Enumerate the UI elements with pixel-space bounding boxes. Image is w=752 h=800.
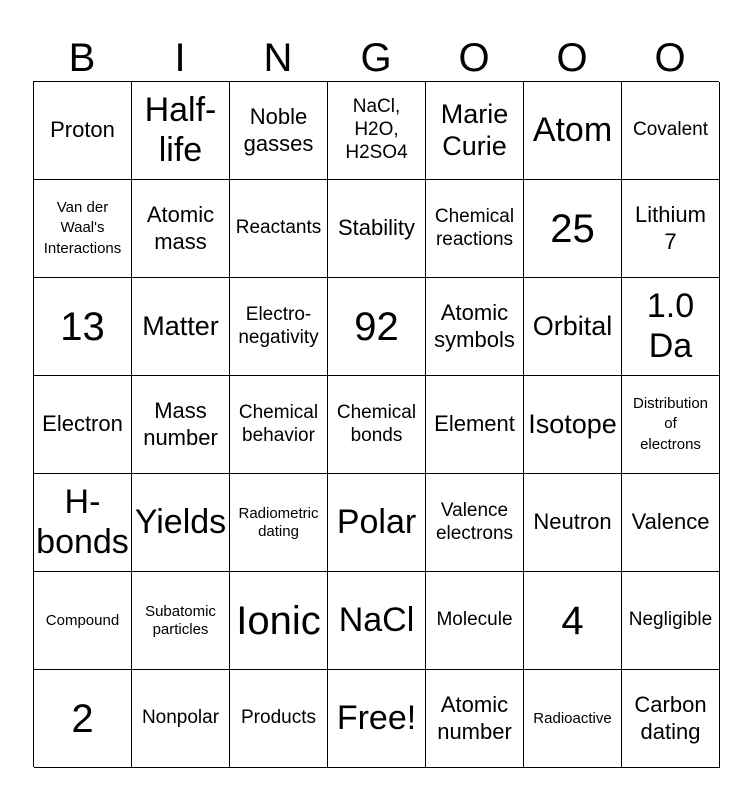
bingo-cell[interactable]: Marie Curie <box>426 82 524 180</box>
bingo-header <box>33 34 719 82</box>
bingo-cell[interactable]: Radioactive <box>524 670 622 768</box>
bingo-cell[interactable]: Isotope <box>524 376 622 474</box>
bingo-cell[interactable]: Atomic number <box>426 670 524 768</box>
bingo-cell[interactable]: Valence electrons <box>426 474 524 572</box>
bingo-cell[interactable]: 2 <box>34 670 132 768</box>
header-letter: N <box>263 36 293 80</box>
header-letter: I <box>174 36 186 80</box>
bingo-cell[interactable]: Half- life <box>132 82 230 180</box>
bingo-cell[interactable]: Covalent <box>622 82 720 180</box>
bingo-cell[interactable]: Element <box>426 376 524 474</box>
header-letter: O <box>654 36 686 80</box>
bingo-cell[interactable]: Chemical reactions <box>426 180 524 278</box>
bingo-cell[interactable]: Reactants <box>230 180 328 278</box>
bingo-cell[interactable]: Chemical behavior <box>230 376 328 474</box>
bingo-cell[interactable]: Atomic symbols <box>426 278 524 376</box>
bingo-cell[interactable]: Stability <box>328 180 426 278</box>
bingo-cell[interactable]: Valence <box>622 474 720 572</box>
header-letter: O <box>556 36 588 80</box>
bingo-cell[interactable]: Matter <box>132 278 230 376</box>
bingo-cell[interactable]: Chemical bonds <box>328 376 426 474</box>
bingo-cell[interactable]: 13 <box>34 278 132 376</box>
bingo-grid <box>33 81 719 767</box>
bingo-cell[interactable]: Free! <box>328 670 426 768</box>
bingo-cell[interactable]: Orbital <box>524 278 622 376</box>
bingo-cell[interactable]: Molecule <box>426 572 524 670</box>
bingo-cell[interactable]: Ionic <box>230 572 328 670</box>
bingo-cell[interactable]: 1.0 Da <box>622 278 720 376</box>
bingo-cell[interactable]: Radiometric dating <box>230 474 328 572</box>
bingo-cell[interactable]: NaCl, H2O, H2SO4 <box>328 82 426 180</box>
bingo-cell[interactable]: Electro- negativity <box>230 278 328 376</box>
bingo-cell[interactable]: Proton <box>34 82 132 180</box>
bingo-cell[interactable]: Polar <box>328 474 426 572</box>
bingo-cell[interactable]: 4 <box>524 572 622 670</box>
bingo-cell[interactable]: Yields <box>132 474 230 572</box>
bingo-cell[interactable]: Mass number <box>132 376 230 474</box>
header-letter: G <box>360 36 392 80</box>
bingo-cell[interactable]: Atomic mass <box>132 180 230 278</box>
bingo-cell[interactable]: Van der Waal's Interactions <box>34 180 132 278</box>
bingo-cell[interactable]: Subatomic particles <box>132 572 230 670</box>
bingo-cell[interactable]: Noble gasses <box>230 82 328 180</box>
bingo-cell[interactable]: Atom <box>524 82 622 180</box>
bingo-cell[interactable]: 25 <box>524 180 622 278</box>
header-letter: O <box>458 36 490 80</box>
bingo-cell[interactable]: Nonpolar <box>132 670 230 768</box>
bingo-cell[interactable]: Compound <box>34 572 132 670</box>
bingo-cell[interactable]: Lithium 7 <box>622 180 720 278</box>
bingo-cell[interactable]: H- bonds <box>34 474 132 572</box>
bingo-cell[interactable]: Carbon dating <box>622 670 720 768</box>
bingo-cell[interactable]: Neutron <box>524 474 622 572</box>
bingo-cell[interactable]: NaCl <box>328 572 426 670</box>
bingo-cell[interactable]: Distribution of electrons <box>622 376 720 474</box>
bingo-cell[interactable]: Negligible <box>622 572 720 670</box>
bingo-cell[interactable]: Products <box>230 670 328 768</box>
bingo-cell[interactable]: 92 <box>328 278 426 376</box>
bingo-cell[interactable]: Electron <box>34 376 132 474</box>
header-letter: B <box>68 36 96 80</box>
